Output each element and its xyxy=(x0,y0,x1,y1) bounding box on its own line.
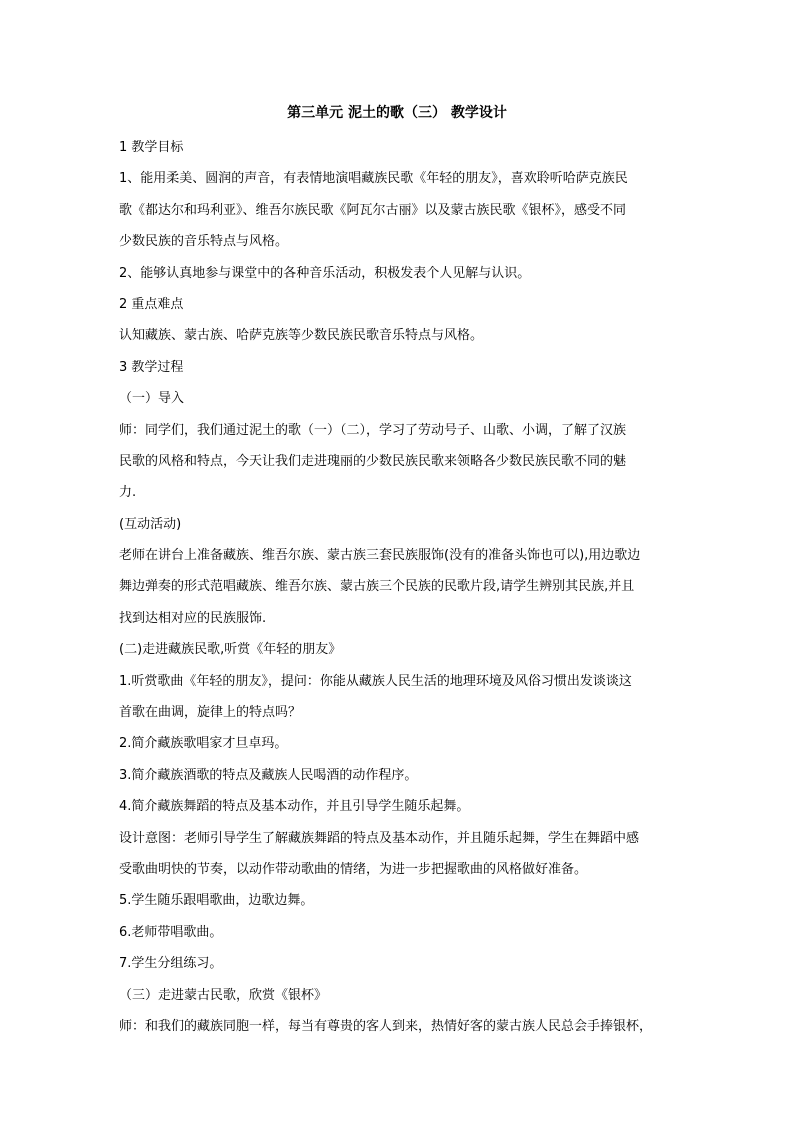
text-line: 2.简介藏族歌唱家才旦卓玛。 xyxy=(119,736,288,752)
document-title: 第三单元 泥土的歌（三） 教学设计 xyxy=(287,105,507,121)
text-line: 老师在讲台上准备藏族、维吾尔族、蒙古族三套民族服饰(没有的准备头饰也可以),用边歌边 xyxy=(119,548,641,564)
text-line: 力. xyxy=(119,485,137,501)
text-line: 7.学生分组练习。 xyxy=(119,956,223,972)
section-heading-tibetan: (二)走进藏族民歌,听赏《年轻的朋友》 xyxy=(119,642,342,658)
section-heading-activity: (互动活动) xyxy=(119,516,182,532)
text-line: 师：和我们的藏族同胞一样，每当有尊贵的客人到来，热情好客的蒙古族人民总会手捧银杯， xyxy=(119,1018,653,1034)
process-heading: 3 教学过程 xyxy=(119,359,184,375)
text-line: 2、能够认真地参与课堂中的各种音乐活动，积极发表个人见解与认识。 xyxy=(119,265,531,281)
text-line: 5.学生随乐跟唱歌曲，边歌边舞。 xyxy=(119,893,314,909)
text-line: 师：同学们，我们通过泥土的歌（一）（二），学习了劳动号子、山歌、小调，了解了汉族 xyxy=(119,422,627,438)
section-heading-mongolian: （三）走进蒙古民歌，欣赏《银杯》 xyxy=(119,987,328,1003)
text-line: 民歌的风格和特点，今天让我们走进瑰丽的少数民族民歌来领略各少数民族民歌不同的魅 xyxy=(119,453,627,469)
text-line: 1.听赏歌曲《年轻的朋友》，提问：你能从藏族人民生活的地理环境及风俗习惯出发谈谈这 xyxy=(119,673,632,689)
text-line: 少数民族的音乐特点与风格。 xyxy=(119,234,289,250)
text-line: 找到达相对应的民族服饰. xyxy=(119,610,267,626)
text-line: 认知藏族、蒙古族、哈萨克族等少数民族民歌音乐特点与风格。 xyxy=(119,328,484,344)
text-line: 1、能用柔美、圆润的声音，有表情地演唱藏族民歌《年轻的朋友》，喜欢聆听哈萨克族民 xyxy=(119,171,628,187)
objectives-heading: 1 教学目标 xyxy=(119,140,184,155)
section-heading-intro: （一）导入 xyxy=(119,391,185,407)
text-line: 受歌曲明快的节奏，以动作带动歌曲的情绪，为进一步把握歌曲的风格做好准备。 xyxy=(119,861,588,877)
text-line: 舞边弹奏的形式范唱藏族、维吾尔族、蒙古族三个民族的民歌片段,请学生辨别其民族,并且 xyxy=(119,579,635,595)
text-line: 设计意图：老师引导学生了解藏族舞蹈的特点及基本动作，并且随乐起舞，学生在舞蹈中感 xyxy=(119,830,640,846)
text-line: 6.老师带唱歌曲。 xyxy=(119,924,223,940)
text-line: 歌《都达尔和玛利亚》、维吾尔族民歌《阿瓦尔古丽》以及蒙古族民歌《银杯》，感受不同 xyxy=(119,202,627,218)
text-line: 4.简介藏族舞蹈的特点及基本动作，并且引导学生随乐起舞。 xyxy=(119,799,470,815)
text-line: 首歌在曲调，旋律上的特点吗？ xyxy=(119,705,302,721)
text-line: 3.简介藏族酒歌的特点及藏族人民喝酒的动作程序。 xyxy=(119,767,418,783)
document-body xyxy=(119,132,681,1042)
key-points-heading: 2 重点难点 xyxy=(119,296,184,312)
